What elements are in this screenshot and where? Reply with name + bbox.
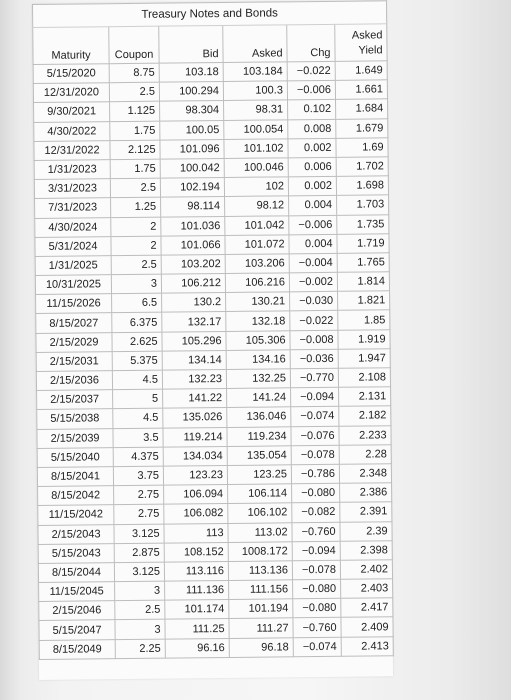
- maturity-cell: 10/31/2025: [35, 275, 111, 295]
- yield-cell: 2.28: [339, 445, 391, 465]
- yield-cell: 1.735: [337, 214, 389, 234]
- chg-cell: −0.006: [289, 215, 337, 235]
- yield-cell: 2.182: [339, 406, 391, 426]
- maturity-cell: 5/15/2040: [37, 447, 113, 467]
- yield-cell: 2.391: [340, 502, 392, 522]
- coupon-cell: 1.75: [110, 159, 160, 179]
- coupon-cell: 1.25: [111, 197, 161, 217]
- asked-cell: 103.206: [225, 254, 289, 274]
- coupon-cell: 2.75: [114, 485, 164, 505]
- yield-cell: 1.821: [338, 291, 390, 311]
- maturity-cell: 1/31/2025: [35, 256, 111, 276]
- asked-cell: 106.102: [228, 503, 292, 523]
- yield-cell: 2.403: [341, 579, 393, 599]
- maturity-cell: 1/31/2023: [34, 160, 110, 180]
- asked-cell: 105.306: [226, 330, 290, 350]
- maturity-cell: 3/31/2023: [34, 179, 110, 199]
- maturity-cell: 8/15/2044: [38, 563, 114, 583]
- coupon-cell: 6.375: [112, 313, 162, 333]
- maturity-cell: 8/15/2042: [38, 486, 114, 506]
- asked-cell: 101.102: [224, 139, 288, 159]
- coupon-cell: 1.125: [110, 102, 160, 122]
- chg-cell: −0.036: [290, 349, 338, 369]
- asked-cell: 100.054: [224, 119, 288, 139]
- coupon-cell: 2.125: [110, 140, 160, 160]
- asked-cell: 132.18: [226, 311, 290, 331]
- bid-cell: 113: [164, 523, 228, 543]
- chg-cell: −0.030: [290, 292, 338, 312]
- yield-cell: 1.765: [337, 253, 389, 273]
- chg-cell: −0.004: [289, 253, 337, 273]
- bid-cell: 106.212: [161, 274, 225, 294]
- asked-cell: 101.042: [225, 215, 289, 235]
- yield-cell: 2.398: [340, 540, 392, 560]
- yield-cell: 1.698: [336, 176, 388, 196]
- asked-cell: 100.046: [224, 158, 288, 178]
- bid-cell: 119.214: [163, 427, 227, 447]
- bid-cell: 111.136: [165, 581, 229, 601]
- asked-cell: 103.184: [223, 62, 287, 82]
- chg-cell: 0.002: [288, 138, 336, 158]
- asked-cell: 136.046: [227, 407, 291, 427]
- chg-cell: −0.074: [293, 637, 341, 657]
- chg-cell: −0.094: [291, 387, 339, 407]
- chg-cell: −0.786: [291, 464, 339, 484]
- asked-cell: 101.194: [229, 599, 293, 619]
- bid-cell: 100.294: [159, 82, 223, 102]
- chg-cell: 0.008: [288, 119, 336, 139]
- maturity-cell: 12/31/2020: [33, 83, 109, 103]
- treasury-table-sheet: [32, 0, 393, 680]
- yield-cell: 2.386: [340, 483, 392, 503]
- asked-cell: 106.114: [228, 484, 292, 504]
- coupon-cell: 3: [111, 274, 161, 294]
- maturity-cell: 8/15/2041: [37, 467, 113, 487]
- chg-cell: −0.078: [292, 560, 340, 580]
- bid-cell: 111.25: [165, 619, 229, 639]
- yield-cell: 2.409: [341, 617, 393, 637]
- yield-cell: 1.814: [337, 272, 389, 292]
- asked-cell: 113.02: [228, 522, 292, 542]
- asked-cell: 134.16: [226, 350, 290, 370]
- header-coupon: Coupon: [109, 26, 159, 64]
- bid-cell: 102.194: [160, 178, 224, 198]
- bid-cell: 101.066: [161, 235, 225, 255]
- maturity-cell: 4/30/2024: [35, 217, 111, 237]
- maturity-cell: 11/15/2045: [39, 582, 115, 602]
- coupon-cell: 2.5: [109, 82, 159, 102]
- coupon-cell: 3.75: [113, 466, 163, 486]
- coupon-cell: 3.125: [114, 562, 164, 582]
- bid-cell: 100.05: [160, 120, 224, 140]
- coupon-cell: 5: [113, 389, 163, 409]
- coupon-cell: 2.625: [112, 332, 162, 352]
- chg-cell: −0.080: [293, 599, 341, 619]
- asked-cell: 111.27: [229, 618, 293, 638]
- coupon-cell: 2.25: [115, 639, 165, 659]
- asked-cell: 141.24: [227, 388, 291, 408]
- asked-cell: 135.054: [227, 446, 291, 466]
- bid-cell: 132.23: [162, 369, 226, 389]
- bid-cell: 106.094: [164, 485, 228, 505]
- header-asked-yield: Asked Yield: [335, 24, 387, 62]
- maturity-cell: 5/15/2020: [33, 64, 109, 84]
- asked-cell: 96.18: [229, 637, 293, 657]
- chg-cell: −0.074: [291, 407, 339, 427]
- chg-cell: −0.008: [290, 330, 338, 350]
- yield-cell: 1.649: [335, 61, 387, 81]
- maturity-cell: 5/15/2038: [37, 409, 113, 429]
- yield-cell: 1.702: [336, 157, 388, 177]
- bid-cell: 141.22: [163, 389, 227, 409]
- yield-cell: 1.679: [336, 118, 388, 138]
- yield-cell: 1.703: [337, 195, 389, 215]
- coupon-cell: 2.5: [111, 255, 161, 275]
- maturity-cell: 5/31/2024: [35, 236, 111, 256]
- coupon-cell: 4.5: [112, 370, 162, 390]
- asked-cell: 102: [224, 177, 288, 197]
- bid-cell: 103.18: [159, 63, 223, 83]
- coupon-cell: 2: [111, 236, 161, 256]
- bid-cell: 132.17: [162, 312, 226, 332]
- bid-cell: 101.096: [160, 139, 224, 159]
- chg-cell: −0.080: [292, 483, 340, 503]
- asked-cell: 123.25: [227, 465, 291, 485]
- treasury-table: [32, 0, 394, 659]
- chg-cell: 0.004: [289, 234, 337, 254]
- coupon-cell: 2.5: [115, 600, 165, 620]
- coupon-cell: 1.75: [110, 121, 160, 141]
- table-body: [33, 61, 393, 659]
- asked-cell: 101.072: [225, 235, 289, 255]
- asked-cell: 106.216: [225, 273, 289, 293]
- yield-cell: 1.85: [338, 310, 390, 330]
- asked-cell: 132.25: [226, 369, 290, 389]
- maturity-cell: 8/15/2027: [36, 313, 112, 333]
- header-row: [33, 24, 387, 65]
- yield-cell: 2.233: [339, 425, 391, 445]
- bid-cell: 96.16: [165, 638, 229, 658]
- chg-cell: −0.760: [293, 618, 341, 638]
- chg-cell: −0.002: [289, 272, 337, 292]
- yield-cell: 2.348: [339, 464, 391, 484]
- asked-cell: 98.12: [225, 196, 289, 216]
- chg-cell: −0.094: [292, 541, 340, 561]
- maturity-cell: 7/31/2023: [35, 198, 111, 218]
- yield-cell: 1.69: [336, 138, 388, 158]
- header-chg: Chg: [287, 24, 335, 62]
- bid-cell: 101.036: [161, 216, 225, 236]
- bid-cell: 105.296: [162, 331, 226, 351]
- maturity-cell: 2/15/2031: [36, 351, 112, 371]
- yield-cell: 2.39: [340, 521, 392, 541]
- coupon-cell: 2.75: [114, 504, 164, 524]
- maturity-cell: 2/15/2039: [37, 428, 113, 448]
- coupon-cell: 4.375: [113, 447, 163, 467]
- yield-cell: 1.719: [337, 233, 389, 253]
- coupon-cell: 6.5: [112, 293, 162, 313]
- maturity-cell: 2/15/2046: [39, 601, 115, 621]
- chg-cell: −0.022: [290, 311, 338, 331]
- table-title: Treasury Notes and Bonds: [33, 1, 387, 28]
- maturity-cell: 9/30/2021: [34, 102, 110, 122]
- asked-cell: 113.136: [228, 561, 292, 581]
- yield-cell: 2.402: [340, 560, 392, 580]
- table-row: [39, 636, 393, 659]
- yield-cell: 1.919: [338, 329, 390, 349]
- bid-cell: 134.034: [163, 446, 227, 466]
- asked-cell: 98.31: [224, 100, 288, 120]
- maturity-cell: 11/15/2042: [38, 505, 114, 525]
- bid-cell: 134.14: [162, 350, 226, 370]
- yield-cell: 2.413: [341, 636, 393, 656]
- maturity-cell: 2/15/2029: [36, 332, 112, 352]
- header-asked: Asked: [223, 25, 287, 63]
- header-maturity: Maturity: [33, 27, 109, 65]
- coupon-cell: 3.5: [113, 428, 163, 448]
- chg-cell: 0.102: [288, 100, 336, 120]
- bid-cell: 135.026: [163, 408, 227, 428]
- coupon-cell: 3: [115, 620, 165, 640]
- yield-cell: 1.661: [335, 80, 387, 100]
- chg-cell: −0.022: [287, 61, 335, 81]
- maturity-cell: 4/30/2022: [34, 121, 110, 141]
- yield-cell: 1.684: [336, 99, 388, 119]
- bid-cell: 106.082: [164, 504, 228, 524]
- coupon-cell: 3: [115, 581, 165, 601]
- yield-cell: 1.947: [338, 349, 390, 369]
- maturity-cell: 12/31/2022: [34, 140, 110, 160]
- bid-cell: 98.304: [160, 101, 224, 121]
- bid-cell: 98.114: [161, 197, 225, 217]
- coupon-cell: 2: [111, 217, 161, 237]
- chg-cell: −0.078: [291, 445, 339, 465]
- chg-cell: 0.004: [289, 196, 337, 216]
- coupon-cell: 2.875: [114, 543, 164, 563]
- maturity-cell: 5/15/2047: [39, 620, 115, 640]
- asked-cell: 130.21: [226, 292, 290, 312]
- chg-cell: −0.760: [292, 522, 340, 542]
- maturity-cell: 5/15/2043: [38, 543, 114, 563]
- asked-cell: 100.3: [223, 81, 287, 101]
- coupon-cell: 4.5: [113, 409, 163, 429]
- coupon-cell: 5.375: [112, 351, 162, 371]
- asked-cell: 111.156: [229, 580, 293, 600]
- maturity-cell: 11/15/2026: [36, 294, 112, 314]
- yield-cell: 2.131: [339, 387, 391, 407]
- asked-cell: 1008.172: [228, 541, 292, 561]
- bid-cell: 130.2: [162, 293, 226, 313]
- bid-cell: 123.23: [163, 465, 227, 485]
- chg-cell: 0.002: [288, 176, 336, 196]
- bid-cell: 100.042: [160, 158, 224, 178]
- chg-cell: −0.080: [293, 579, 341, 599]
- coupon-cell: 3.125: [114, 524, 164, 544]
- chg-cell: −0.006: [287, 81, 335, 101]
- coupon-cell: 8.75: [109, 63, 159, 83]
- maturity-cell: 2/15/2036: [36, 371, 112, 391]
- bid-cell: 108.152: [164, 542, 228, 562]
- maturity-cell: 8/15/2049: [39, 639, 115, 659]
- chg-cell: −0.082: [292, 503, 340, 523]
- bid-cell: 113.116: [164, 561, 228, 581]
- chg-cell: 0.006: [288, 157, 336, 177]
- chg-cell: −0.770: [290, 368, 338, 388]
- header-bid: Bid: [159, 26, 223, 64]
- bid-cell: 103.202: [161, 254, 225, 274]
- coupon-cell: 2.5: [110, 178, 160, 198]
- chg-cell: −0.076: [291, 426, 339, 446]
- maturity-cell: 2/15/2043: [38, 524, 114, 544]
- yield-cell: 2.108: [338, 368, 390, 388]
- maturity-cell: 2/15/2037: [37, 390, 113, 410]
- yield-cell: 2.417: [341, 598, 393, 618]
- bid-cell: 101.174: [165, 600, 229, 620]
- asked-cell: 119.234: [227, 426, 291, 446]
